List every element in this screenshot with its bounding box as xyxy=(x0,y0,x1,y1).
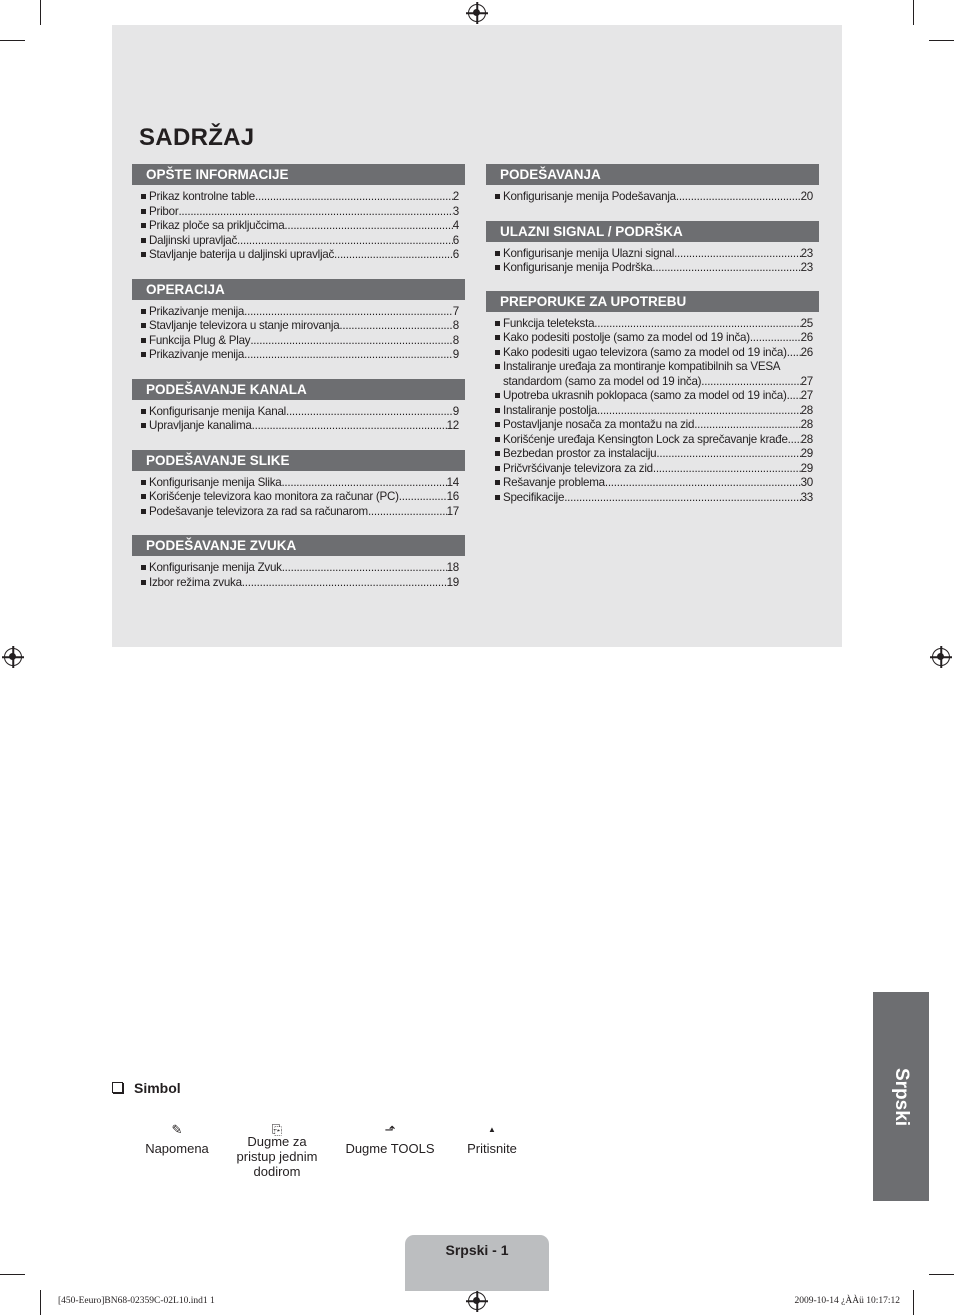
toc-entry-label: Izbor režima zvuka xyxy=(149,575,242,589)
toc-section xyxy=(132,535,465,590)
checkbox-square-icon xyxy=(112,1082,123,1093)
toc-entry-page: 7 xyxy=(452,304,459,318)
toc-entry-page: 14 xyxy=(446,475,459,489)
toc-entry-label: Konfigurisanje menija Podešavanja xyxy=(503,190,676,203)
tools-button-icon: ⬏ xyxy=(384,1122,396,1137)
toc-entry[interactable] xyxy=(495,389,819,404)
toc-entry[interactable] xyxy=(495,491,819,506)
bullet-icon xyxy=(141,565,146,570)
bullet-icon xyxy=(141,252,146,257)
toc-entry[interactable] xyxy=(141,334,465,349)
registration-mark-icon xyxy=(4,648,22,666)
bullet-icon xyxy=(141,509,146,514)
simbol-heading-label: Simbol xyxy=(134,1080,181,1096)
print-slug-left: [450-Eeuro]BN68-02359C-02L10.ind1 1 xyxy=(58,1296,215,1306)
language-tab xyxy=(873,992,929,1201)
toc-entry[interactable] xyxy=(495,360,819,389)
bullet-icon xyxy=(141,423,146,428)
bullet-icon xyxy=(495,251,500,256)
toc-entry-page: 20 xyxy=(800,190,813,203)
symbol-label: Dugme TOOLS xyxy=(345,1141,435,1156)
toc-entry[interactable] xyxy=(141,219,465,234)
toc-entry[interactable] xyxy=(495,261,819,276)
toc-entry[interactable] xyxy=(495,317,819,332)
toc-entry-label: Rešavanje problema xyxy=(503,476,605,489)
crop-mark xyxy=(40,1290,41,1315)
dot-leader xyxy=(564,491,800,506)
toc-entry-page: 2 xyxy=(452,190,459,203)
toc-list xyxy=(132,476,465,520)
toc-entry-page: 33 xyxy=(800,490,813,504)
toc-entry-label: Korišćenje uređaja Kensington Lock za sprečavanje krađe xyxy=(503,432,788,446)
dot-leader xyxy=(788,433,801,448)
toc-section xyxy=(132,450,465,520)
dot-leader xyxy=(399,490,447,505)
bullet-icon xyxy=(141,338,146,343)
bullet-icon xyxy=(495,364,500,369)
bullet-icon xyxy=(495,437,500,442)
toc-entry-page: 26 xyxy=(800,345,813,359)
toc-entry-label: Korišćenje televizora kao monitora za računar (PC) xyxy=(149,490,399,503)
toc-entry[interactable] xyxy=(141,490,465,505)
toc-entry[interactable] xyxy=(495,247,819,262)
toc-entry-page: 29 xyxy=(800,447,813,460)
symbol-label: Pritisnite xyxy=(467,1141,517,1156)
toc-list xyxy=(486,317,819,506)
toc-column-left xyxy=(132,164,465,590)
toc-entry-label: Specifikacije xyxy=(503,490,565,504)
toc-entry-label: Bezbedan prostor za instalaciju xyxy=(503,447,657,460)
page-title: SADRŽAJ xyxy=(139,124,255,151)
toc-section xyxy=(486,221,819,276)
symbol-label: Napomena xyxy=(145,1141,209,1156)
toc-section xyxy=(486,164,819,205)
toc-entry[interactable] xyxy=(495,418,819,433)
toc-entry-page: 23 xyxy=(800,246,813,260)
toc-entry-page: 27 xyxy=(800,389,813,402)
note-icon: ✎ xyxy=(171,1122,183,1137)
toc-entry[interactable] xyxy=(495,190,819,205)
dot-leader xyxy=(178,205,452,220)
toc-column-right xyxy=(486,164,819,505)
section-heading: PODEŠAVANJE KANALA xyxy=(132,379,465,400)
dot-leader xyxy=(252,419,447,434)
dot-leader xyxy=(284,219,452,234)
dot-leader xyxy=(334,248,453,263)
page-number-tab xyxy=(405,1235,549,1291)
page-number: Srpski - 1 xyxy=(445,1242,509,1258)
dot-leader xyxy=(656,447,800,462)
toc-entry-label: Instaliranje uređaja za montiranje kompatibilnih sa VESA xyxy=(503,360,781,373)
toc-list xyxy=(132,405,465,434)
bullet-icon xyxy=(495,422,500,427)
dot-leader xyxy=(676,190,801,205)
toc-section xyxy=(132,279,465,363)
crop-mark xyxy=(929,40,954,41)
symbol-label: Dugme za pristup jednim dodirom xyxy=(236,1134,318,1179)
bullet-icon xyxy=(495,321,500,326)
crop-mark xyxy=(0,40,25,41)
bullet-icon xyxy=(141,494,146,499)
dot-leader xyxy=(674,247,801,262)
dot-leader xyxy=(653,462,801,477)
toc-entry-label: Konfigurisanje menija Ulazni signal xyxy=(503,246,675,260)
bullet-icon xyxy=(141,409,146,414)
toc-section xyxy=(132,379,465,434)
toc-entry[interactable] xyxy=(495,331,819,346)
section-heading: PODEŠAVANJE SLIKE xyxy=(132,450,465,471)
toc-entry[interactable] xyxy=(495,433,819,448)
bullet-icon xyxy=(495,194,500,199)
press-icon: ▲ xyxy=(488,1125,496,1134)
crop-mark xyxy=(40,0,41,25)
toc-entry-page: 29 xyxy=(800,461,813,475)
toc-entry-label: Daljinski upravljač xyxy=(149,233,238,247)
dot-leader xyxy=(339,319,452,334)
bullet-icon xyxy=(495,451,500,456)
toc-entry-page: 9 xyxy=(452,404,459,418)
symbol-press xyxy=(452,1121,532,1156)
bullet-icon xyxy=(141,352,146,357)
section-heading: PODEŠAVANJA xyxy=(486,164,819,185)
dot-leader xyxy=(244,348,453,363)
toc-entry-label: Postavljanje nosača za montažu na zid xyxy=(503,418,695,431)
symbol-one-touch-button xyxy=(226,1121,328,1179)
dot-leader xyxy=(368,505,447,520)
toc-entry-label: Stavljanje baterija u daljinski upravljač xyxy=(149,248,335,261)
toc-entry[interactable] xyxy=(495,462,819,477)
section-heading: OPŠTE INFORMACIJE xyxy=(132,164,465,185)
toc-entry-label: Kako podesiti ugao televizora (samo za model od 19 inča) xyxy=(503,345,787,359)
bullet-icon xyxy=(141,194,146,199)
section-heading: OPERACIJA xyxy=(132,279,465,300)
toc-entry-label: Upotreba ukrasnih poklopaca (samo za model od 19 inča) xyxy=(503,389,787,402)
toc-entry-page: 28 xyxy=(800,403,813,417)
toc-entry-label: Upravljanje kanalima xyxy=(149,419,252,432)
toc-entry-label: standardom (samo za model od 19 inča) xyxy=(503,374,702,388)
toc-entry[interactable] xyxy=(141,305,465,320)
toc-entry[interactable] xyxy=(141,405,465,420)
toc-entry-label: Stavljanje televizora u stanje mirovanja xyxy=(149,319,340,332)
toc-entry-page: 8 xyxy=(452,333,459,347)
toc-list xyxy=(132,305,465,363)
bullet-icon xyxy=(141,480,146,485)
toc-list xyxy=(486,247,819,276)
toc-entry-label: Konfigurisanje menija Podrška xyxy=(503,261,653,274)
toc-entry-page: 26 xyxy=(800,331,813,344)
bullet-icon xyxy=(495,408,500,413)
crop-mark xyxy=(0,1274,25,1275)
dot-leader xyxy=(787,346,801,361)
toc-entry-page: 6 xyxy=(452,233,459,247)
toc-entry-page: 27 xyxy=(800,374,813,388)
dot-leader xyxy=(237,234,453,249)
toc-list xyxy=(132,561,465,590)
registration-mark-icon xyxy=(468,4,486,22)
bullet-icon xyxy=(141,309,146,314)
dot-leader xyxy=(652,261,800,276)
dot-leader xyxy=(597,404,801,419)
bullet-icon xyxy=(495,495,500,500)
dot-leader xyxy=(787,389,801,404)
crop-mark xyxy=(929,1274,954,1275)
toc-entry-page: 30 xyxy=(800,476,813,489)
bullet-icon xyxy=(141,223,146,228)
toc-section xyxy=(132,164,465,263)
toc-entry[interactable] xyxy=(495,476,819,491)
toc-entry-page: 16 xyxy=(446,490,459,503)
bullet-icon xyxy=(495,265,500,270)
toc-entry-label: Konfigurisanje menija Slika xyxy=(149,475,282,489)
toc-entry-label: Pribor xyxy=(149,204,179,218)
toc-list xyxy=(486,190,819,205)
dot-leader xyxy=(281,476,446,491)
toc-entry-page: 17 xyxy=(446,504,459,518)
bullet-icon xyxy=(141,238,146,243)
bullet-icon xyxy=(495,466,500,471)
toc-entry-page: 19 xyxy=(446,575,459,589)
toc-entry-label: Instaliranje postolja xyxy=(503,403,597,417)
toc-entry-label: Prikazivanje menija xyxy=(149,304,245,318)
toc-entry-page: 6 xyxy=(452,248,459,261)
toc-entry-page: 9 xyxy=(452,348,459,361)
toc-entry[interactable] xyxy=(141,476,465,491)
dot-leader xyxy=(282,561,447,576)
toc-entry-label: Konfigurisanje menija Zvuk xyxy=(149,561,282,574)
toc-entry[interactable] xyxy=(141,248,465,263)
toc-entry[interactable] xyxy=(141,205,465,220)
registration-mark-icon xyxy=(468,1292,486,1310)
dot-leader xyxy=(286,405,453,420)
toc-entry-page: 3 xyxy=(452,204,459,218)
toc-entry-page: 25 xyxy=(800,316,813,330)
dot-leader xyxy=(694,418,800,433)
toc-entry[interactable] xyxy=(141,561,465,576)
toc-entry[interactable] xyxy=(495,346,819,361)
bullet-icon xyxy=(495,350,500,355)
toc-entry-page: 28 xyxy=(800,418,813,431)
crop-mark xyxy=(913,1290,914,1315)
toc-section xyxy=(486,291,819,506)
toc-entry-label: Podešavanje televizora za rad sa računarom xyxy=(149,504,368,518)
section-heading: PODEŠAVANJE ZVUKA xyxy=(132,535,465,556)
toc-entry-label: Prikaz ploče sa priključcima xyxy=(149,219,285,232)
simbol-heading xyxy=(112,1080,181,1096)
crop-mark xyxy=(913,0,914,25)
dot-leader xyxy=(701,375,800,390)
bullet-icon xyxy=(495,393,500,398)
bullet-icon xyxy=(141,323,146,328)
toc-entry[interactable] xyxy=(141,190,465,205)
toc-entry-page: 12 xyxy=(446,419,459,432)
toc-entry-page: 23 xyxy=(800,261,813,274)
toc-entry-label: Funkcija Plug & Play xyxy=(149,333,251,347)
toc-entry-label: Prikazivanje menija xyxy=(149,348,245,361)
bullet-icon xyxy=(141,580,146,585)
registration-mark-icon xyxy=(932,648,950,666)
dot-leader xyxy=(605,476,801,491)
toc-entry-label: Funkcija teleteksta xyxy=(503,316,595,330)
toc-entry[interactable] xyxy=(141,419,465,434)
toc-entry-page: 4 xyxy=(452,219,459,232)
toc-entry[interactable] xyxy=(141,576,465,591)
dot-leader xyxy=(242,576,447,591)
toc-entry[interactable] xyxy=(141,319,465,334)
toc-entry-page: 28 xyxy=(800,432,813,446)
toc-entry-label: Prikaz kontrolne table xyxy=(149,190,255,203)
bullet-icon xyxy=(495,335,500,340)
bullet-icon xyxy=(495,480,500,485)
section-heading: PREPORUKE ZA UPOTREBU xyxy=(486,291,819,312)
dot-leader xyxy=(255,190,453,205)
dot-leader xyxy=(244,305,453,320)
dot-leader xyxy=(594,317,800,332)
toc-entry-page: 18 xyxy=(446,561,459,574)
symbol-note xyxy=(132,1121,222,1156)
symbol-tools-button xyxy=(338,1121,442,1156)
toc-list xyxy=(132,190,465,263)
bullet-icon xyxy=(141,209,146,214)
dot-leader xyxy=(750,331,801,346)
toc-entry-label: Kako podesiti postolje (samo za model od 19 inča) xyxy=(503,331,750,344)
section-heading: ULAZNI SIGNAL / PODRŠKA xyxy=(486,221,819,242)
dot-leader xyxy=(250,334,452,349)
toc-entry[interactable] xyxy=(141,505,465,520)
toc-entry[interactable] xyxy=(495,447,819,462)
toc-entry-label: Konfigurisanje menija Kanal xyxy=(149,404,286,418)
toc-entry-page: 8 xyxy=(452,319,459,332)
one-touch-button-icon: ⎘ xyxy=(271,1122,283,1137)
print-slug-right: 2009-10-14 ¿ÀÀü 10:17:12 xyxy=(794,1296,900,1306)
toc-entry[interactable] xyxy=(141,234,465,249)
language-tab-label: Srpski xyxy=(891,1067,912,1126)
toc-entry[interactable] xyxy=(141,348,465,363)
toc-entry-label: Pričvršćivanje televizora za zid xyxy=(503,461,653,475)
toc-entry[interactable] xyxy=(495,404,819,419)
